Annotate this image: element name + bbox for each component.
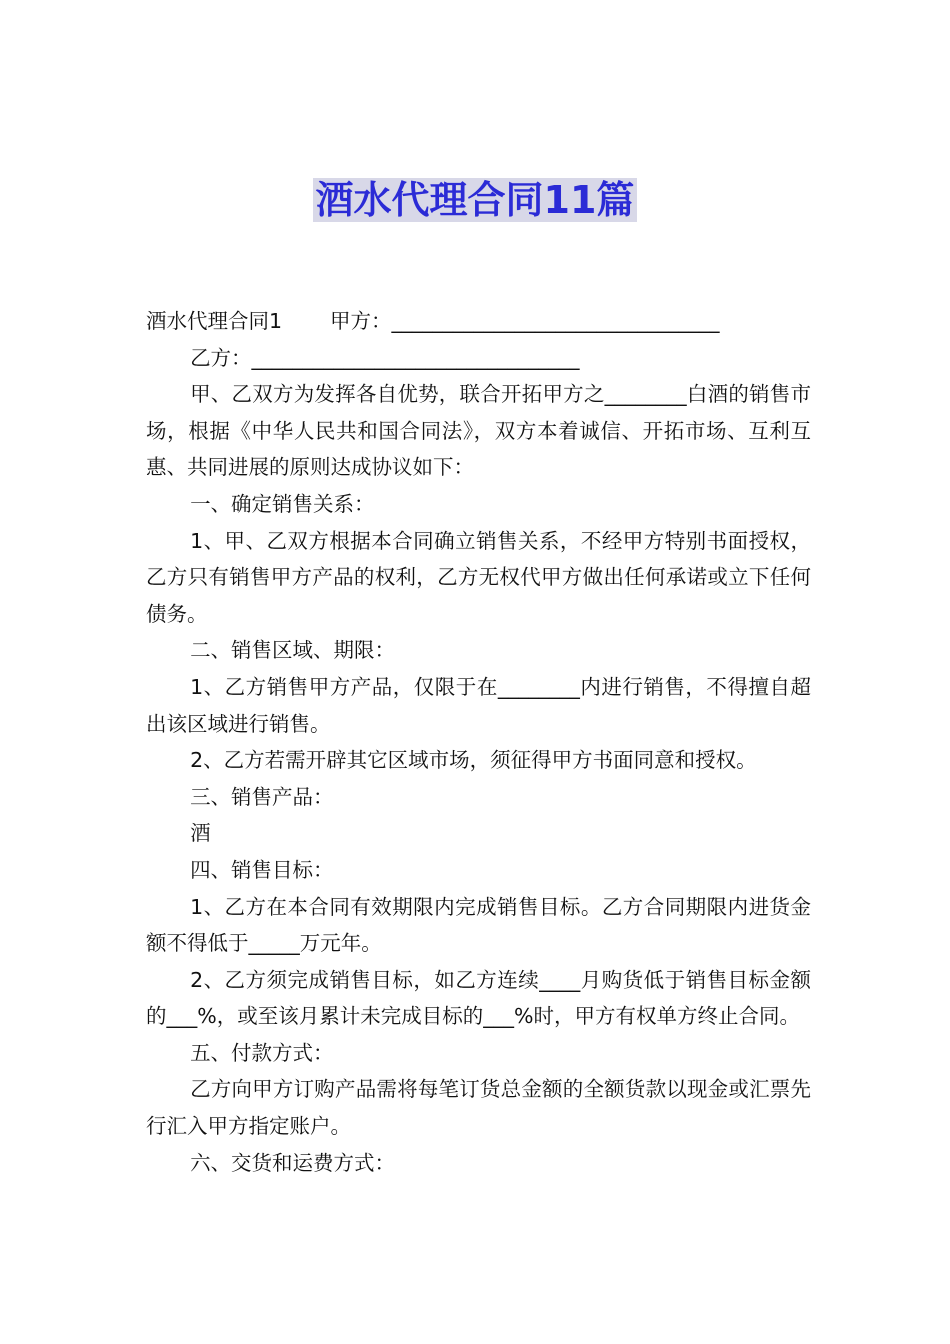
document-body (146, 303, 811, 1181)
clause-paragraph: 1、甲、乙双方根据本合同确立销售关系，不经甲方特别书面授权，乙方只有销售甲方产品的权利，乙方无权代甲方做出任何承诺或立下任何债务。 (146, 528, 811, 626)
contract-label: 酒水代理合同1 (146, 309, 283, 333)
contract-heading-line (146, 303, 811, 340)
preamble-paragraph: 甲、乙双方为发挥各自优势，联合开拓甲方之________白酒的销售市场，根据《中华人民共和国合同法》，双方本着诚信、开拓市场、互利互惠、共同进展的原则达成协议如下： (146, 382, 811, 480)
section-heading-5: 五、付款方式： (190, 1040, 334, 1065)
clause-paragraph: 酒 (190, 821, 211, 846)
clause-paragraph: 2、乙方须完成销售目标，如乙方连续____月购货低于销售目标金额的___%，或至该月累计未完成目标的___%时，甲方有权单方终止合同。 (146, 967, 811, 1029)
document-title (0, 176, 950, 224)
party-a-line: 甲方：________________________________ (330, 309, 720, 333)
section-heading-3: 三、销售产品： (190, 784, 334, 809)
section-heading-4: 四、销售目标： (190, 857, 334, 882)
clause-paragraph: 1、乙方销售甲方产品，仅限于在________内进行销售，不得擅自超出该区域进行销售。 (146, 674, 811, 736)
clause-paragraph: 乙方向甲方订购产品需将每笔订货总金额的全额货款以现金或汇票先行汇入甲方指定账户。 (146, 1077, 811, 1139)
clause-paragraph: 1、乙方在本合同有效期限内完成销售目标。乙方合同期限内进货金额不得低于_____万元年。 (146, 894, 811, 956)
document-title-text: 酒水代理合同11篇 (313, 178, 638, 222)
section-heading-2: 二、销售区域、期限： (190, 638, 396, 663)
party-b-line: 乙方：________________________________ (190, 345, 580, 370)
clause-paragraph: 2、乙方若需开辟其它区域市场，须征得甲方书面同意和授权。 (190, 748, 757, 773)
section-heading-1: 一、确定销售关系： (190, 491, 375, 516)
section-heading-6: 六、交货和运费方式： (190, 1150, 396, 1175)
